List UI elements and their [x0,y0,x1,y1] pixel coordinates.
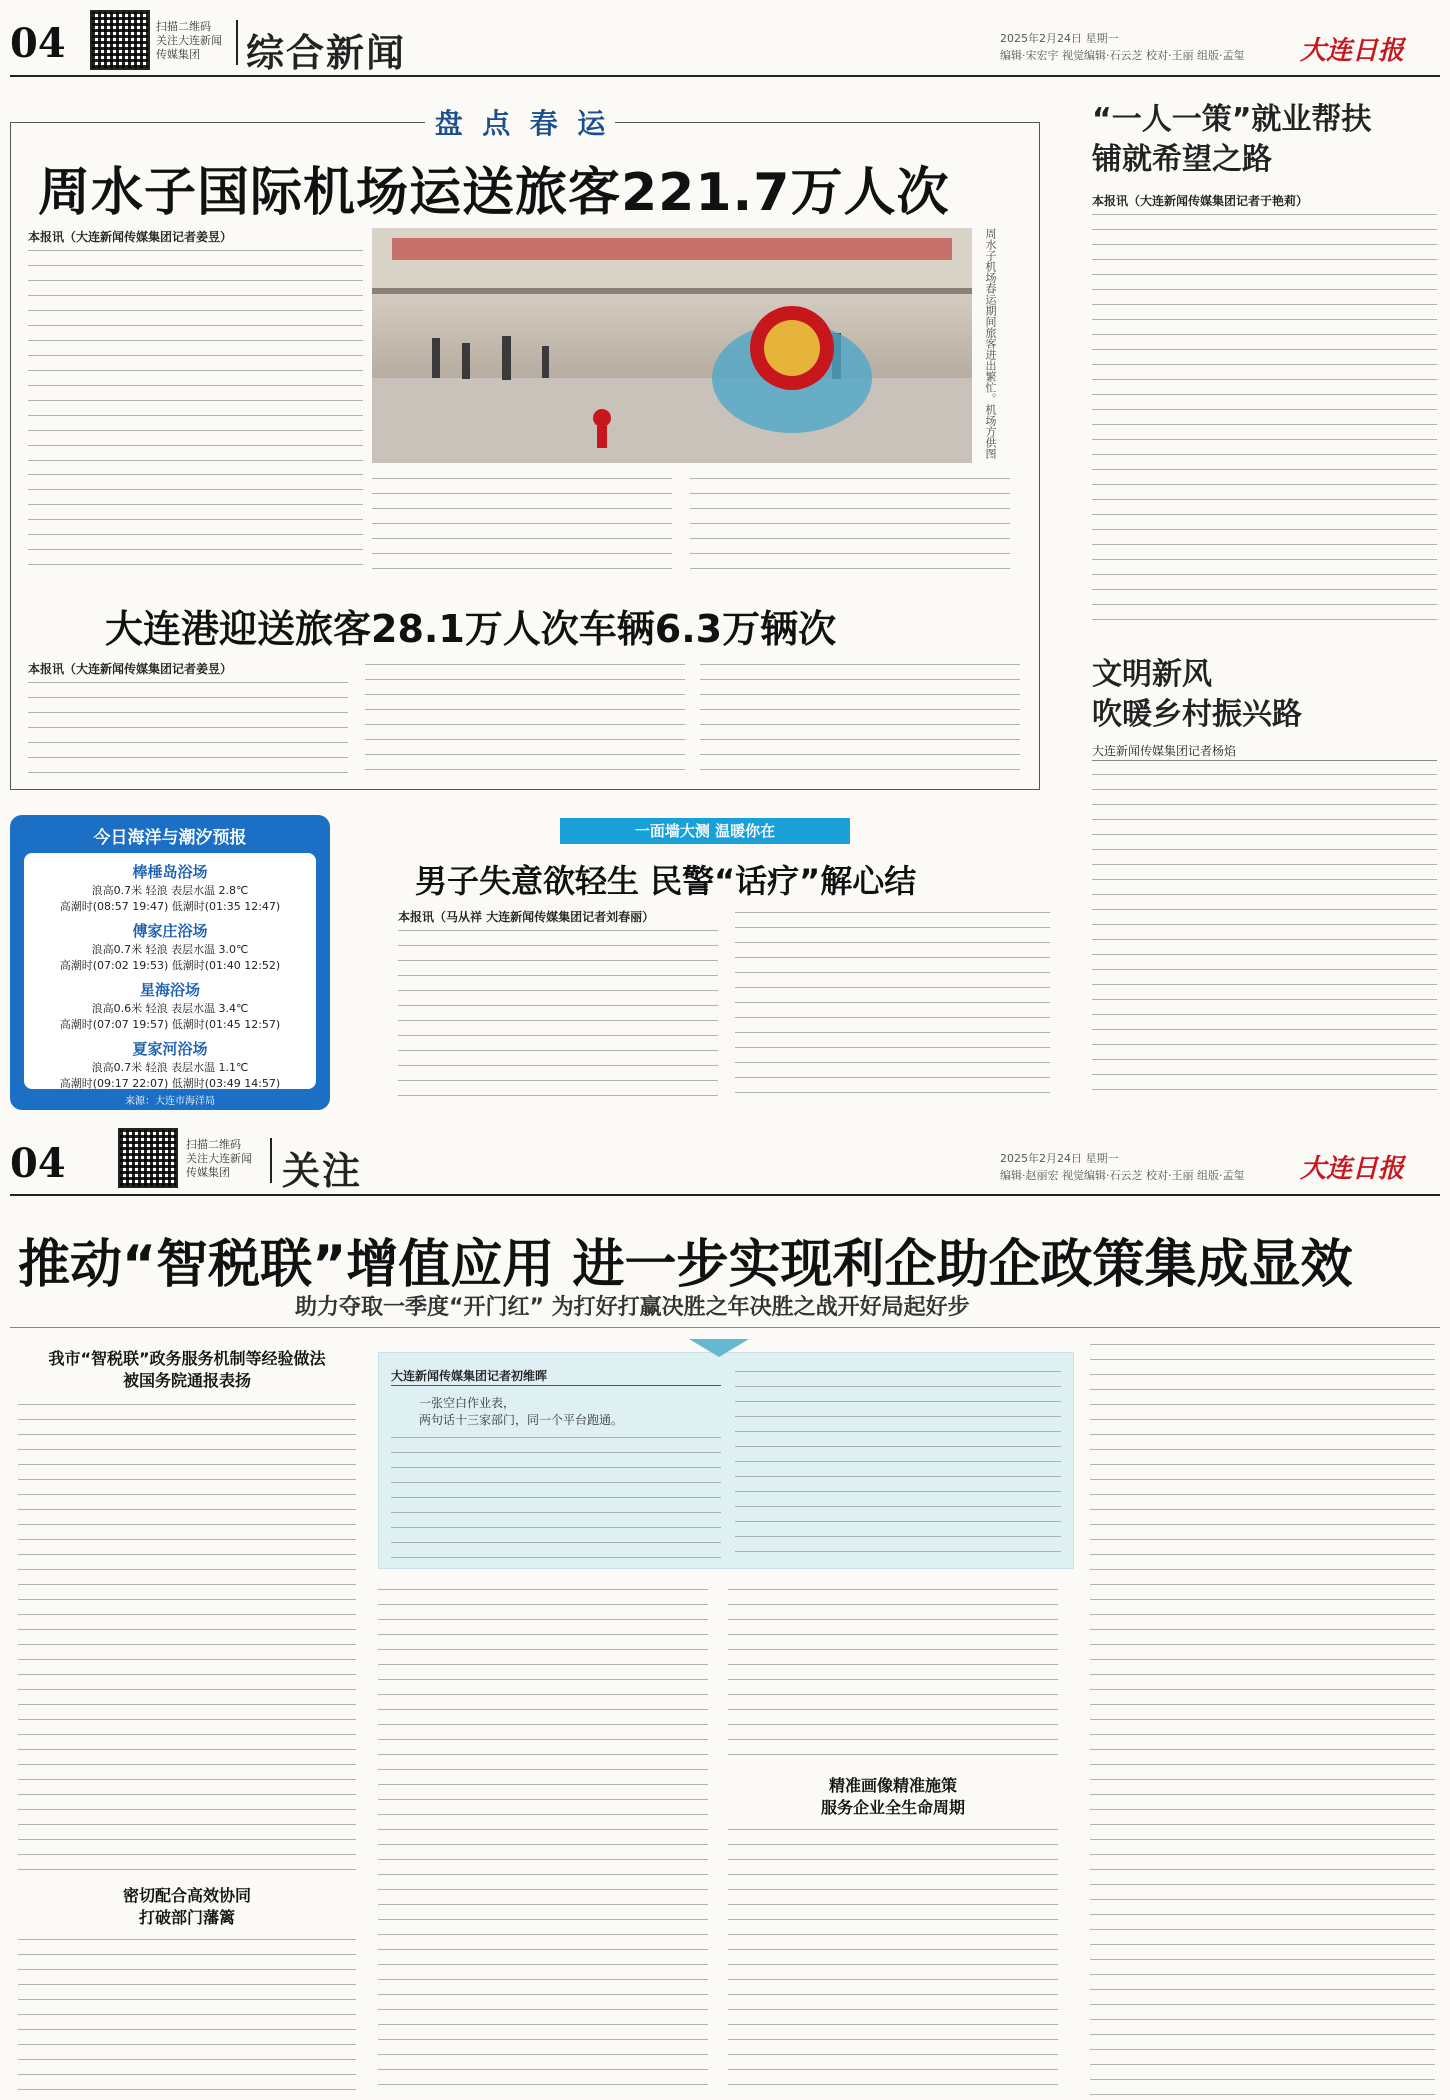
qr-caption: 扫描二维码 关注大连新闻 传媒集团 [186,1138,252,1179]
article-body [735,908,1050,1106]
article-body [728,1585,1058,1765]
tide-times: 高潮时(07:02 19:53) 低潮时(01:40 12:52) [59,959,281,972]
article-body [378,1585,708,2095]
article-body [18,1400,356,1870]
byline-port: 本报讯（大连新闻传媒集团记者姜昱） [28,662,233,676]
column-banner: 一面墙大测 温暖你在 [560,818,850,844]
article-body [728,1825,1058,2095]
tide-wave: 浪高0.7米 轻浪 表层水温 1.1℃ [91,1061,249,1074]
article-body [28,678,348,778]
newspaper-logo: 大连日报 [1300,1154,1405,1184]
headline-port: 大连港迎送旅客28.1万人次车辆6.3万辆次 [105,607,837,651]
qr-code [90,10,150,70]
divider [1092,760,1437,761]
divider [270,1138,272,1183]
article-body [391,1433,721,1558]
tide-wave: 浪高0.7米 轻浪 表层水温 3.0℃ [91,943,249,956]
article-body [1092,210,1437,630]
tide-station-name: 棒棰岛浴场 [132,863,208,881]
article-body [690,474,1010,579]
qr-code [118,1128,178,1188]
byline-employment: 本报讯（大连新闻传媒集团记者于艳莉） [1092,194,1309,208]
article-body [18,1935,356,2095]
page-number: 04 [10,1140,66,1187]
editor-credits: 编辑·赵丽宏 视觉编辑·石云芝 校对·王丽 组版·孟玺 [1000,1169,1245,1182]
side-headline-civility: 文明新风 吹暖乡村振兴路 [1092,657,1302,732]
section-title: 综合新闻 [246,30,407,75]
photo-caption: 周水子机场春运期间旅客进出繁忙。机场方供图 [984,228,997,459]
tide-wave: 浪高0.6米 轻浪 表层水温 3.4℃ [91,1002,249,1015]
tide-times: 高潮时(08:57 19:47) 低潮时(01:35 12:47) [59,900,281,913]
divider [391,1385,721,1386]
article-body [398,926,718,1106]
article-body [1092,770,1437,1100]
qr-caption: 扫描二维码 关注大连新闻 传媒集团 [156,20,222,61]
quote-lead: 一张空白作业表， 两句话十三家部门，同一个平台跑通。 [419,1396,624,1427]
quote-byline: 大连新闻传媒集团记者初维晖 [391,1369,548,1383]
byline-civility: 大连新闻传媒集团记者杨焰 [1092,744,1237,758]
tide-wave: 浪高0.7米 轻浪 表层水温 2.8℃ [91,884,249,897]
tide-times: 高潮时(07:07 19:57) 低潮时(01:45 12:57) [59,1018,281,1031]
headline-police: 男子失意欲轻生 民警“话疗”解心结 [415,862,917,900]
byline-police: 本报讯（马从祥 大连新闻传媒集团记者刘春丽） [398,910,655,924]
article-body [735,1367,1061,1557]
article-body [28,470,363,570]
chevron-down-icon [689,1339,749,1359]
headline-airport: 周水子国际机场运送旅客221.7万人次 [38,163,950,223]
article-body [28,246,363,466]
mid-subhead: 密切配合高效协同 打破部门藩篱 [122,1886,251,1927]
byline-airport: 本报讯（大连新闻传媒集团记者姜昱） [28,230,233,244]
side-headline-employment: “一人一策”就业帮扶 铺就希望之路 [1092,102,1372,177]
kicker: 盘 点 春 运 [425,104,615,140]
headline-tax: 推动“智税联”增值应用 进一步实现利企助企政策集成显效 [18,1235,1353,1295]
article-body [1090,1340,1435,2095]
left-subhead: 我市“智税联”政务服务机制等经验做法 被国务院通报表扬 [48,1349,326,1390]
airport-photo [372,228,972,463]
header-rule [10,75,1440,77]
article-body [365,660,685,778]
tide-source: 来源：大连市海洋局 [125,1096,215,1107]
tide-title: 今日海洋与潮汐预报 [93,828,247,848]
issue-date: 2025年2月24日 星期一 [1000,32,1119,45]
article-body [372,474,672,579]
tide-station-name: 夏家河浴场 [132,1040,208,1058]
tide-inner [24,853,316,1089]
lead-quote-box [378,1352,1074,1569]
tide-times: 高潮时(09:17 22:07) 低潮时(03:49 14:57) [59,1077,281,1090]
editor-credits: 编辑·宋宏宇 视觉编辑·石云芝 校对·王丽 组版·孟玺 [1000,49,1245,62]
right-subhead: 精准画像精准施策 服务企业全生命周期 [820,1776,965,1817]
page-number: 04 [10,20,66,67]
article-body [700,660,1020,778]
subheadline-tax: 助力夺取一季度“开门红” 为打好打赢决胜之年决胜之战开好局起好步 [295,1295,970,1320]
tide-forecast-panel [10,815,330,1110]
divider [10,1327,1440,1328]
tide-station-name: 星海浴场 [139,981,200,999]
header-rule [10,1194,1440,1196]
divider [236,20,238,65]
section-title: 关注 [282,1148,363,1193]
newspaper-logo: 大连日报 [1300,36,1405,66]
tide-station-name: 傅家庄浴场 [132,922,208,940]
issue-date: 2025年2月24日 星期一 [1000,1152,1119,1165]
